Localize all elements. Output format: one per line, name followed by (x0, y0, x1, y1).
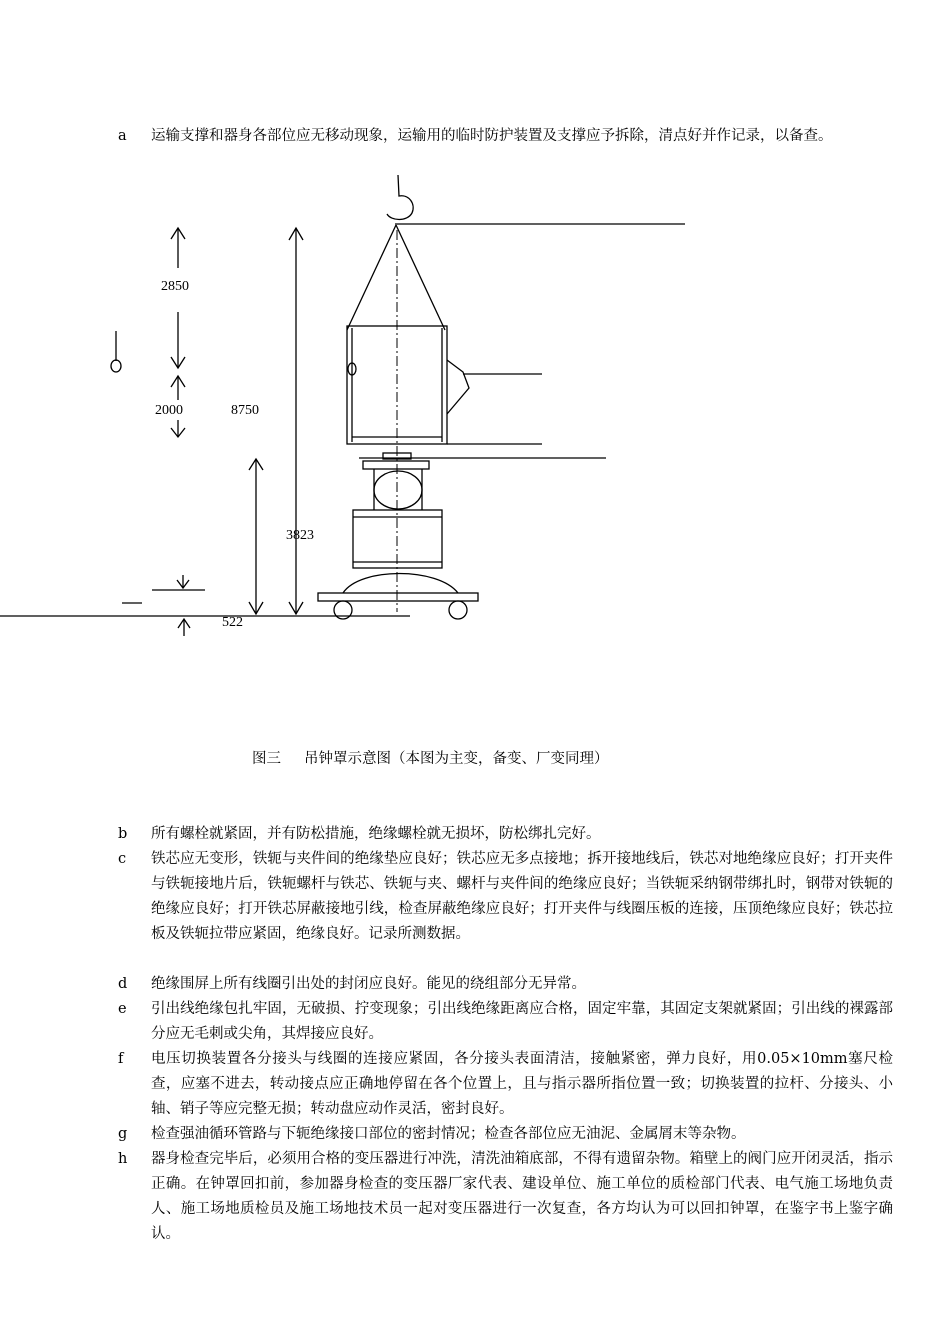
base-arch (343, 574, 458, 594)
list-item-g (118, 1122, 893, 1147)
dim-label-2000: 2000 (155, 403, 183, 418)
figure-title: 吊钟罩示意图（本图为主变，备变、厂变同理） (304, 751, 609, 767)
item-marker: g (118, 1126, 128, 1142)
dim-label-2850: 2850 (161, 279, 189, 294)
reference-marker (111, 360, 121, 372)
figure-number: 图三 (252, 751, 281, 767)
list-item-f (118, 1047, 893, 1122)
item-text: 铁芯应无变形，铁轭与夹件间的绝缘垫应良好；铁芯应无多点接地；拆开接地线后，铁芯对地绝缘应良好；打开夹件与铁轭接地片后，铁轭螺杆与铁芯、铁轭与夹、螺杆与夹件间的绝缘应良好；当铁轭采纳钢带绑扎时，钢带对铁轭的绝缘应良好；打开铁芯屏蔽接地引线，检查屏蔽绝缘应良好；打开夹件与线圈压板的连接，压顶绝缘应良好；铁芯拉板及铁轭拉带应紧固，绝缘良好。记录所测数据。 (151, 851, 893, 942)
dim-label-3823: 3823 (286, 528, 314, 543)
item-marker: c (118, 851, 127, 867)
bell-jar-lifting-diagram (0, 170, 950, 650)
sling-right (396, 225, 445, 330)
transport-base (318, 593, 478, 601)
item-marker: h (118, 1151, 128, 1167)
item-marker: a (118, 128, 127, 144)
item-text: 检查强油循环管路与下轭绝缘接口部位的密封情况；检查各部位应无油泥、金属屑末等杂物。 (151, 1126, 746, 1142)
sling-left (347, 225, 396, 330)
core-top-clamp (363, 461, 429, 469)
item-text: 运输支撑和器身各部位应无移动现象，运输用的临时防护装置及支撑应予拆除，清点好并作记录，以备查。 (151, 128, 833, 144)
item-text: 所有螺栓就紧固，并有防松措施，绝缘螺栓就无损坏，防松绑扎完好。 (151, 826, 601, 842)
item-marker: b (118, 826, 128, 842)
figure-caption (252, 747, 609, 768)
item-marker: d (118, 976, 128, 992)
list-item-a (118, 124, 893, 149)
core-winding (374, 471, 422, 509)
crane-hook (387, 175, 413, 220)
item-marker: f (118, 1051, 124, 1067)
list-item-e (118, 997, 893, 1047)
item-text: 电压切换装置各分接头与线圈的连接应紧固，各分接头表面清洁，接触紧密，弹力良好，用0.05×10mm塞尺检查，应塞不进去，转动接点应正确地停留在各个位置上，且与指示器所指位置一致；切换装置的拉杆、分接头、小轴、销子等应完整无损；转动盘应动作灵活，密封良好。 (151, 1051, 893, 1117)
list-item-d (118, 972, 893, 997)
item-text: 器身检查完毕后，必须用合格的变压器进行冲洗，清洗油箱底部，不得有遗留杂物。箱壁上的阀门应开闭灵活，指示正确。在钟罩回扣前，参加器身检查的变压器厂家代表、建设单位、施工单位的质检部门代表、电气施工场地负责人、施工场地质检员及施工场地技术员一起对变压器进行一次复查，各方均认为可以回扣钟罩，在鉴字书上鉴字确认。 (151, 1151, 893, 1242)
list-item-c (118, 847, 893, 947)
base-wheel-right (449, 601, 467, 619)
list-item-b (118, 822, 893, 847)
list-item-h (118, 1147, 893, 1247)
item-text: 引出线绝缘包扎牢固，无破损、拧变现象；引出线绝缘距离应合格，固定牢靠，其固定支架就紧固；引出线的裸露部分应无毛刺或尖角，其焊接应良好。 (151, 1001, 893, 1042)
item-marker: e (118, 1001, 127, 1017)
side-fitting (447, 360, 469, 414)
item-text: 绝缘围屏上所有线圈引出处的封闭应良好。能见的绕组部分无异常。 (151, 976, 586, 992)
dim-label-8750: 8750 (231, 403, 259, 418)
dim-label-522: 522 (222, 615, 243, 630)
